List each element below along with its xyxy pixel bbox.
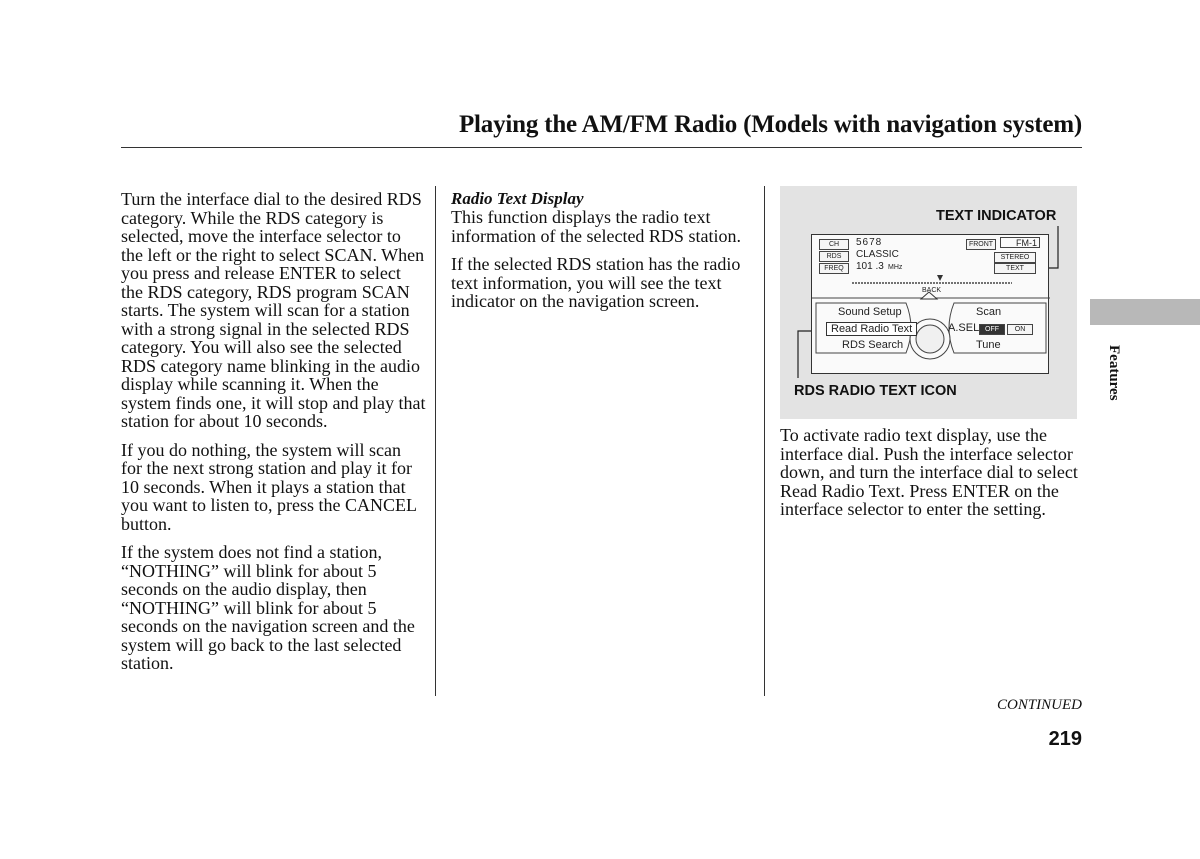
subheading: Radio Text Display bbox=[451, 189, 584, 208]
text-indicator-callout: TEXT INDICATOR bbox=[936, 208, 1057, 224]
stereo-tag: STEREO bbox=[994, 252, 1036, 263]
column-divider-2 bbox=[764, 186, 765, 696]
frequency-value: 101 .3 bbox=[856, 261, 884, 272]
rds-category-value: CLASSIC bbox=[856, 249, 899, 260]
paragraph: If the selected RDS station has the radio text information, you will see the text indicator on the navigation screen. bbox=[451, 254, 741, 311]
channel-value: 5678 bbox=[856, 237, 883, 248]
paragraph: This function displays the radio text information of the selected RDS station. bbox=[451, 207, 741, 246]
menu-item-asel[interactable]: A.SEL bbox=[948, 322, 980, 334]
column-2 bbox=[451, 190, 751, 321]
section-label: Features bbox=[1106, 345, 1122, 401]
menu-item-sound-setup[interactable]: Sound Setup bbox=[838, 306, 902, 318]
menu-item-read-radio-text[interactable]: Read Radio Text bbox=[826, 322, 917, 336]
paragraph: If the system does not find a station, “NOTHING” will blink for about 5 seconds on the audio display, then “NOTHING” will blink for about 5 seconds on the navigation screen and the system will go back to the last selected station. bbox=[121, 542, 415, 673]
navigation-screen bbox=[811, 234, 1049, 374]
freq-tag: FREQ bbox=[819, 263, 849, 274]
title-rule bbox=[121, 147, 1082, 148]
front-tag: FRONT bbox=[966, 239, 996, 250]
screen-graphics bbox=[812, 235, 1050, 375]
ch-tag: CH bbox=[819, 239, 849, 250]
column-1 bbox=[121, 190, 426, 683]
menu-item-rds-search[interactable]: RDS Search bbox=[842, 339, 904, 351]
asel-off-toggle[interactable]: OFF bbox=[979, 324, 1005, 335]
column-divider-1 bbox=[435, 186, 436, 696]
rds-tag: RDS bbox=[819, 251, 849, 262]
column-3 bbox=[780, 426, 1085, 529]
back-label: BACK bbox=[922, 287, 942, 294]
menu-item-scan[interactable]: Scan bbox=[976, 306, 1002, 318]
page-number: 219 bbox=[1048, 728, 1082, 750]
continued-label: CONTINUED bbox=[996, 697, 1082, 713]
paragraph: To activate radio text display, use the interface dial. Push the interface selector down, and turn the interface dial to select Read Radio Text. Press ENTER on the interface selector to enter the setting. bbox=[780, 425, 1078, 519]
page-title: Playing the AM/FM Radio (Models with navigation system) bbox=[458, 111, 1082, 138]
band-indicator: FM-1 bbox=[1000, 237, 1040, 248]
frequency-unit: MHz bbox=[888, 264, 903, 271]
paragraph: Turn the interface dial to the desired RDS category. While the RDS category is selected, move the interface selector to the left or the right to select SCAN. When you press and release ENTER to select the RDS category, RDS program SCAN starts. The system will scan for a station with a strong signal in the selected RDS category. You will also see the selected RDS category name blinking in the audio display while scanning it. When the system finds one, it will stop and play that station for about 10 seconds. bbox=[121, 189, 426, 431]
navigation-screen-figure bbox=[780, 186, 1077, 419]
asel-on-toggle[interactable]: ON bbox=[1007, 324, 1033, 335]
rds-radio-text-icon-callout: RDS RADIO TEXT ICON bbox=[794, 383, 957, 399]
section-tab bbox=[1090, 299, 1200, 325]
text-indicator: TEXT bbox=[994, 263, 1036, 274]
menu-item-tune[interactable]: Tune bbox=[976, 339, 1001, 351]
paragraph: If you do nothing, the system will scan for the next strong station and play it for 10 seconds. When it plays a station that you want to listen to, press the CANCEL button. bbox=[121, 439, 417, 534]
